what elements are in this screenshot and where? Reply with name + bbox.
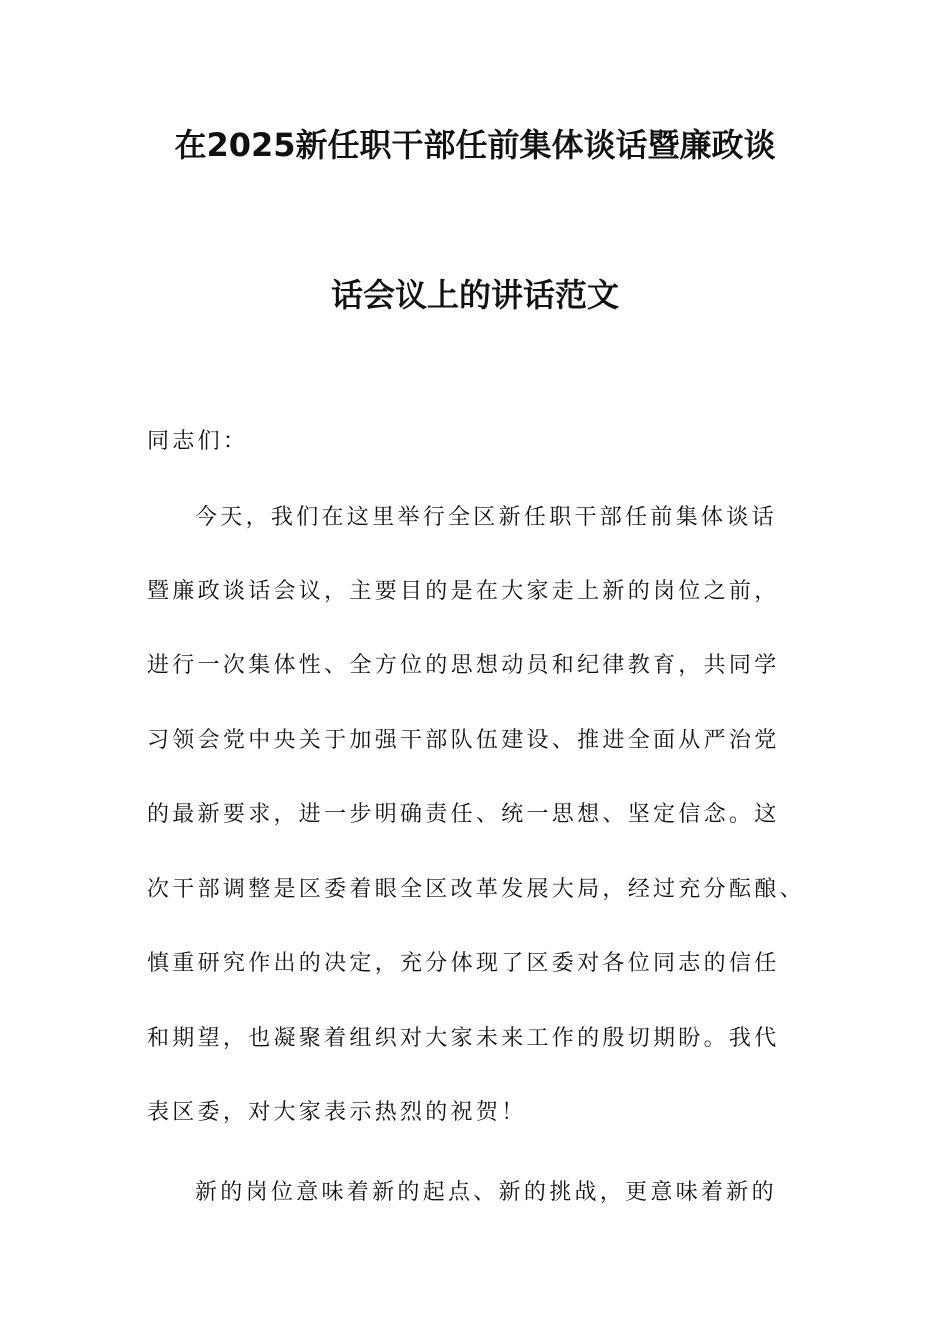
body-line: 暨廉政谈话会议，主要目的是在大家走上新的岗位之前， [147,579,780,604]
body-line: 习领会党中央关于加强干部队伍建设、推进全面从严治党 [147,728,780,753]
body-line: 今天，我们在这里举行全区新任职干部任前集体谈话 [195,505,777,530]
body-line: 表区委，对大家表示热烈的祝贺！ [147,1100,527,1125]
salutation: 同志们： [147,429,249,454]
body-line: 次干部调整是区委着眼全区改革发展大局，经过充分酝酿、 [147,877,805,902]
body-line: 的最新要求，进一步明确责任、统一思想、坚定信念。这 [147,802,780,827]
body-line: 和期望，也凝聚着组织对大家未来工作的殷切期盼。我代 [147,1026,780,1051]
body-line: 新的岗位意味着新的起点、新的挑战，更意味着新的 [195,1180,777,1205]
title-line-1: 在2025新任职干部任前集体谈话暨廉政谈 [174,126,776,164]
title-line-2: 话会议上的讲话范文 [330,276,619,314]
body-line: 慎重研究作出的决定，充分体现了区委对各位同志的信任 [147,951,780,976]
body-line: 进行一次集体性、全方位的思想动员和纪律教育，共同学 [147,653,780,678]
